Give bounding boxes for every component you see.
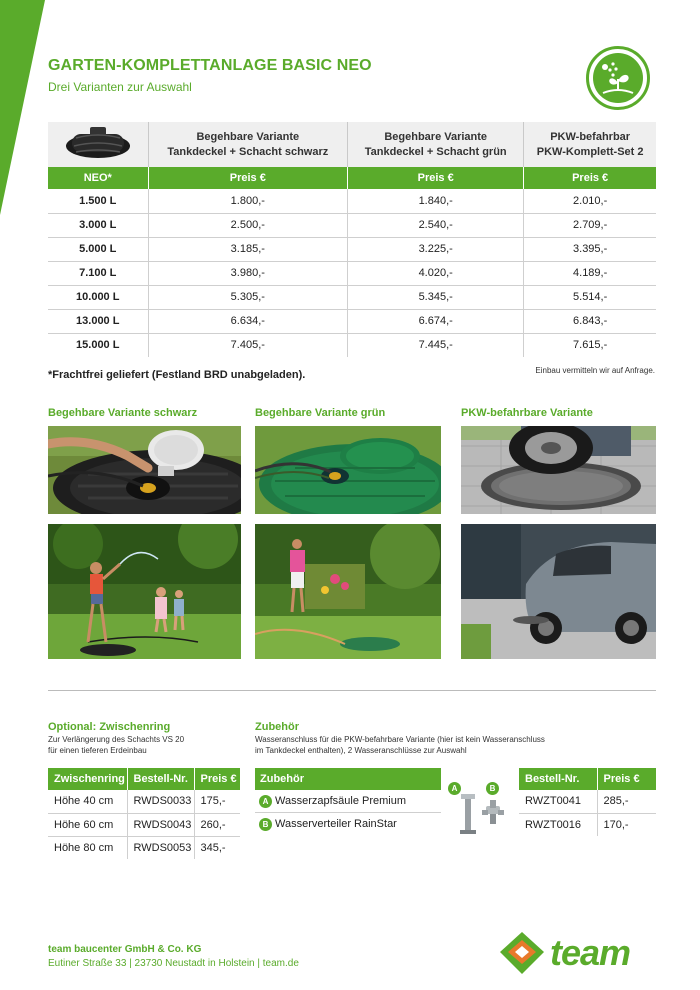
black-cover-photo — [48, 426, 241, 514]
garden-watering-icon — [586, 46, 650, 110]
price-cell: 7.405,- — [148, 333, 348, 357]
price-cell: 7.445,- — [348, 333, 524, 357]
table-row: RWZT0041 285,- — [519, 790, 656, 813]
zwischenring-title: Optional: Zwischenring — [48, 721, 171, 733]
footer-address: Eutiner Straße 33 | 23730 Neustadt in Holstein | team.de — [48, 958, 299, 969]
price-cell: 3.225,- — [348, 237, 524, 261]
installation-note: Einbau vermitteln wir auf Anfrage. — [535, 366, 655, 375]
car-driveway-photo — [461, 524, 656, 659]
column-header: Bestell-Nr. — [519, 768, 597, 790]
column-header: Begehbare Variante Tankdeckel + Schacht schwarz — [148, 122, 348, 167]
image-marker-b: B — [486, 782, 499, 795]
list-item: A Wasserzapfsäule Premium — [255, 790, 441, 813]
family-garden-photo — [48, 524, 241, 659]
price-cell: 3.980,- — [148, 261, 348, 285]
price-cell: 4.189,- — [524, 261, 656, 285]
price-cell: 4.020,- — [348, 261, 524, 285]
table-row: Höhe 60 cm RWDS0043 260,- — [48, 813, 240, 836]
woman-watering-photo — [255, 524, 441, 659]
subheader-cell: NEO* — [48, 167, 148, 189]
price-cell: 5.345,- — [348, 285, 524, 309]
caption-black-variant: Begehbare Variante schwarz — [48, 407, 198, 419]
price-cell: 2.540,- — [348, 213, 524, 237]
price-cell: 6.674,- — [348, 309, 524, 333]
column-header: Preis € — [597, 768, 656, 790]
table-row — [48, 261, 656, 285]
accessory-order-table — [519, 768, 656, 836]
table-row — [48, 333, 656, 357]
volume-cell: 1.500 L — [48, 189, 148, 213]
logo-text: team — [550, 932, 631, 973]
zubehoer-title: Zubehör — [255, 721, 299, 733]
image-marker-a: A — [448, 782, 461, 795]
price-cell: 1.840,- — [348, 189, 524, 213]
volume-cell: 7.100 L — [48, 261, 148, 285]
price-cell: 7.615,- — [524, 333, 656, 357]
column-header: Begehbare Variante Tankdeckel + Schacht grün — [348, 122, 524, 167]
subheader-cell: Preis € — [524, 167, 656, 189]
delivery-footnote: *Frachtfrei geliefert (Festland BRD unabgeladen). — [48, 369, 306, 381]
green-cover-photo — [255, 426, 441, 514]
accessory-list — [255, 768, 441, 836]
page-title: GARTEN-KOMPLETTANLAGE BASIC NEO — [48, 57, 372, 74]
table-row: Höhe 80 cm RWDS0053 345,- — [48, 836, 240, 859]
marker-b-badge: B — [259, 818, 272, 831]
price-cell: 6.634,- — [148, 309, 348, 333]
table-row — [48, 285, 656, 309]
table-row: Höhe 40 cm RWDS0033 175,- — [48, 790, 240, 813]
marker-a-badge: A — [259, 795, 272, 808]
car-cover-photo — [461, 426, 656, 514]
zwischenring-description: Zur Verlängerung des Schachts VS 20 für einen tieferen Erdeinbau — [48, 735, 185, 755]
subheader-cell: Preis € — [148, 167, 348, 189]
table-row — [48, 237, 656, 261]
column-header: Preis € — [194, 768, 240, 790]
accessories-image — [446, 780, 514, 840]
column-header: Bestell-Nr. — [127, 768, 194, 790]
price-cell: 1.800,- — [148, 189, 348, 213]
caption-green-variant: Begehbare Variante grün — [255, 407, 386, 419]
accessory-list-header: Zubehör — [255, 768, 441, 790]
page-subtitle: Drei Varianten zur Auswahl — [48, 80, 192, 94]
volume-cell: 3.000 L — [48, 213, 148, 237]
team-logo-icon — [500, 930, 548, 976]
section-divider — [48, 690, 656, 691]
list-item: B Wasserverteiler RainStar — [255, 813, 441, 836]
column-header: PKW-befahrbar PKW-Komplett-Set 2 — [524, 122, 656, 167]
price-subheader-row — [48, 167, 656, 189]
subheader-cell: Preis € — [348, 167, 524, 189]
price-cell: 2.500,- — [148, 213, 348, 237]
volume-cell: 15.000 L — [76, 339, 120, 352]
caption-car-variant: PKW-befahrbare Variante — [461, 407, 593, 419]
price-cell: 5.514,- — [524, 285, 656, 309]
zwischenring-table — [48, 768, 240, 859]
zubehoer-description: Wasseranschluss für die PKW-befahrbare Variante (hier ist kein Wasseranschluss im Tankdeckel enthalten), 2 Wasseranschlüsse zur Auswahl — [255, 735, 545, 755]
volume-cell: 13.000 L — [48, 309, 148, 333]
table-row — [48, 309, 656, 333]
price-cell: 2.010,- — [524, 189, 656, 213]
price-cell: 3.185,- — [148, 237, 348, 261]
table-row — [48, 189, 656, 213]
water-tank-icon — [62, 124, 134, 160]
table-row — [48, 213, 656, 237]
team-logo — [500, 930, 678, 976]
price-cell: 3.395,- — [524, 237, 656, 261]
volume-cell: 5.000 L — [48, 237, 148, 261]
price-cell: 5.305,- — [148, 285, 348, 309]
price-table — [48, 122, 656, 357]
column-header: Zwischenring — [48, 768, 127, 790]
tank-image-cell — [48, 122, 148, 167]
volume-cell: 10.000 L — [48, 285, 148, 309]
price-cell: 6.843,- — [524, 309, 656, 333]
price-cell: 2.709,- — [524, 213, 656, 237]
table-row: RWZT0016 170,- — [519, 813, 656, 836]
footer-company: team baucenter GmbH & Co. KG — [48, 944, 202, 955]
